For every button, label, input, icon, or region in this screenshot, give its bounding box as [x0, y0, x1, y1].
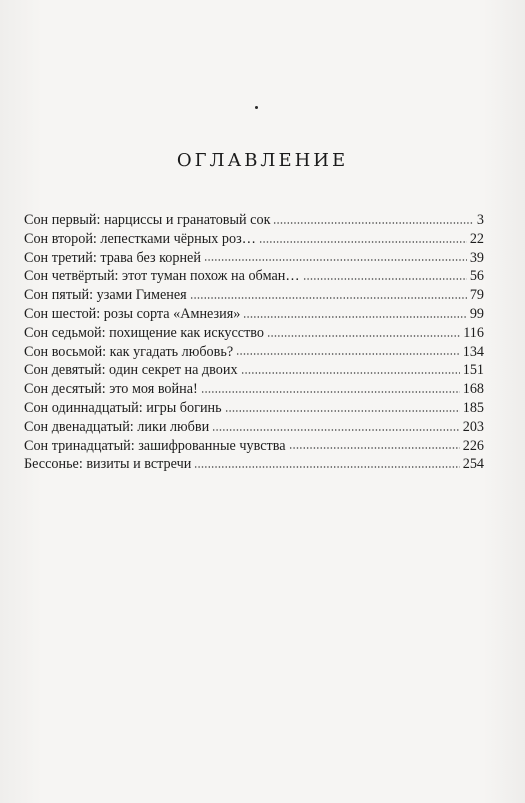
- toc-dot-leader: [201, 391, 460, 393]
- toc-dot-leader: [190, 297, 467, 299]
- toc-entry-page-number: 56: [469, 268, 484, 285]
- toc-entry-page-number: 116: [463, 324, 484, 341]
- toc-entry-label: Сон шестой: розы сорта «Амнезия»: [24, 305, 241, 322]
- toc-entry-page-number: 226: [462, 437, 484, 454]
- toc-entry-label: Сон двенадцатый: лики любви: [24, 418, 210, 435]
- toc-dot-leader: [259, 241, 467, 243]
- toc-entry: [24, 418, 484, 437]
- ornament-dot: [255, 106, 258, 109]
- toc-entry-label: Сон второй: лепестками чёрных роз…: [24, 230, 256, 247]
- table-of-contents: [24, 211, 484, 474]
- toc-dot-leader: [241, 372, 460, 374]
- toc-entry: [24, 305, 484, 324]
- toc-dot-leader: [267, 335, 460, 337]
- toc-entry-label: Сон тринадцатый: зашифрованные чувства: [24, 437, 286, 454]
- toc-entry: [24, 361, 484, 380]
- toc-dot-leader: [212, 429, 460, 431]
- toc-entry: [24, 324, 484, 343]
- toc-dot-leader: [236, 353, 460, 355]
- toc-entry: [24, 380, 484, 399]
- toc-entry-label: Сон десятый: это моя война!: [24, 381, 198, 398]
- toc-entry-label: Сон одиннадцатый: игры богинь: [24, 399, 222, 416]
- toc-dot-leader: [273, 222, 473, 224]
- toc-entry-page-number: 99: [469, 305, 484, 322]
- toc-entry: [24, 399, 484, 418]
- toc-entry-label: Сон восьмой: как угадать любовь?: [24, 343, 234, 360]
- toc-title: ОГЛАВЛЕНИЕ: [176, 150, 349, 171]
- toc-entry-label: Сон седьмой: похищение как искусство: [24, 324, 264, 341]
- toc-entry: [24, 286, 484, 305]
- toc-entry: [24, 249, 484, 268]
- toc-dot-leader: [243, 316, 466, 318]
- toc-entry-label: Сон девятый: один секрет на двоих: [24, 362, 238, 379]
- toc-entry: [24, 437, 484, 456]
- toc-entry-page-number: 134: [462, 343, 484, 360]
- toc-dot-leader: [303, 278, 467, 280]
- toc-entry-label: Сон пятый: узами Гименея: [24, 287, 187, 304]
- toc-dot-leader: [225, 410, 460, 412]
- toc-entry-label: Сон первый: нарциссы и гранатовый сок: [24, 212, 271, 228]
- toc-entry: [24, 455, 484, 474]
- toc-entry-page-number: 79: [469, 287, 484, 304]
- toc-entry: [24, 211, 484, 230]
- toc-entry-page-number: 185: [462, 399, 484, 416]
- toc-entry: [24, 267, 484, 286]
- toc-dot-leader: [289, 447, 460, 449]
- toc-dot-leader: [194, 466, 459, 468]
- toc-entry: [24, 343, 484, 362]
- toc-entry-label: Сон третий: трава без корней: [24, 249, 201, 266]
- toc-dot-leader: [204, 259, 467, 261]
- toc-entry-label: Бессонье: визиты и встречи: [24, 456, 192, 473]
- toc-entry-page-number: 254: [462, 456, 484, 473]
- toc-entry-page-number: 151: [462, 362, 484, 379]
- toc-entry-page-number: 203: [462, 418, 484, 435]
- toc-entry-page-number: 39: [469, 249, 484, 266]
- toc-entry-page-number: 22: [469, 230, 484, 247]
- toc-entry-label: Сон четвёртый: этот туман похож на обман…: [24, 268, 300, 285]
- toc-entry: [24, 230, 484, 249]
- toc-entry-page-number: 168: [462, 381, 484, 398]
- toc-entry-page-number: 3: [476, 212, 484, 228]
